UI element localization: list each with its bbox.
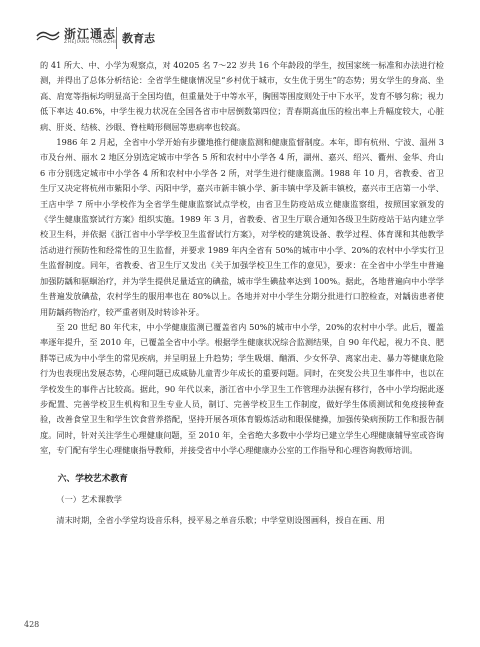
page-number: 428	[24, 620, 40, 629]
logo-subtitle: ZHEJIANG TONGZHI	[64, 40, 117, 45]
paragraph-3: 至 20 世纪 80 年代末，中小学健康监测已覆盖省内 50%的城市中小学，20%的农村中小学。此后，覆盖率逐年提升，至 2010 年，已覆盖全省中小学。根据学生健康状况综合监测结果，自 90 年代起，视力不良、肥胖等已成为中小学生的常见疾病，并呈明显上升趋势；学生吸烟、酗酒、少女怀孕、离家出走、暴力等健康危险行为也表现出发展态势，心理问题已成威胁儿童青少年成长的重要问题。同时，在突发公共卫生事件中，也以在学校发生的事件占比较高。据此，90 年代以来，浙江省中小学卫生工作管理办法握有移行，各中小学均据此逐步配置、完善学校卫生机构和卫生专业人员，制订、完善学校卫生工作制度，做好学生体质测试和免疫接种查验，改善食堂卫生和学生饮食营养搭配，坚持开展各项体育锻炼活动和眼保健操，加强传染病预防工作和报告制度。同时，针对关注学生心理健康问题，至 2010 年，全省绝大多数中小学均已建立学生心理健康辅导室或咨询室，专门配有学生心理健康指导教师，并接受省中小学心理健康办公室的工作指导和心理咨询教师培训。	[40, 321, 444, 456]
paragraph-2: 1986 年 2 月起，全省中小学开始有步骤地推行健康监测和健康监督制度。本年，即有杭州、宁波、温州 3 市及台州、丽水 2 地区分别选定城市中学各 5 所和农村中小学各 4 所，湖州、嘉兴、绍兴、衢州、金华、舟山 6 市分别选定城市中小学各 4 所和农村中小学各 2 所，对学生进行健康监测。1988 年 10 月，省教委、省卫生厅又决定将杭州市紫阳小学、丙阳中学，嘉兴市新丰镇小学、新丰镇中学及新丰镇校，嘉兴市王店第一小学、王店中学 7 所中小学校作为全省学生健康监察试点学校，由省卫生防疫站成立健康监察组，按照国家颁发的《学生健康监察试行方案》组织实施。1989 年 3 月，省教委、省卫生厅联合通知各级卫生防疫站于站内建立学校卫生科，并依据《浙江省中小学学校卫生监督试行方案》，对学校的建筑设备、教学过程、体育课和其他教学活动进行预防性和经常性的卫生监督，并要求 1989 年内全省有 50%的城市中小学、20%的农村中小学实行卫生监督制度。同年，省教委、省卫生厅又发出《关于加强学校卫生工作的意见》，要求：在全省中小学生中普遍加强防龋和驱蛔治疗，并为学生提供足量适宜的碘盐，城市学生碘盐率达到 100%。据此，各地普遍向中小学学生普遍发放碘盐，农村学生的服用率也在 80%以上。各地并对中小学生分期分批进行口腔检查，对龋齿患者使用防龋药物治疗，较严重者则及时转诊补牙。	[40, 137, 444, 317]
logo-icon	[36, 28, 60, 42]
logo-title: 浙江通志	[64, 27, 117, 41]
page-header	[0, 0, 480, 54]
section-title: 六、学校艺术教育	[57, 473, 128, 484]
book-title: 教育志	[122, 32, 155, 45]
paragraph-4: 清末时期，全省小学堂均设音乐科，授平易之单音乐歌；中学堂则设图画科，授自在画、用	[56, 514, 385, 525]
paragraph-1: 的 41 所大、中、小学为观察点，对 40205 名 7～22 岁共 16 个年龄段的学生，按国家统一标准和办法进行检测，并得出了总体分析结论：全省学生健康情况呈“乡村优于城市，女生优于男生”的态势；男女学生的身高、坐高、肩宽等指标均明显高于全国均值，但重量处于中等水平，胸围等围度则处于中下水平，发育不够匀称；视力低下率达 40.6%，中学生视力状况在全国各省市中居倒数第四位；青春期高血压的检出率上升幅度较大，心脏病、肝炎、结核、沙眼、脊柱畸形侧屈等患病率也较高。	[40, 60, 444, 132]
header-divider	[116, 27, 117, 49]
page-content	[40, 58, 444, 528]
subsection-title: （一）艺术课教学	[56, 493, 122, 504]
